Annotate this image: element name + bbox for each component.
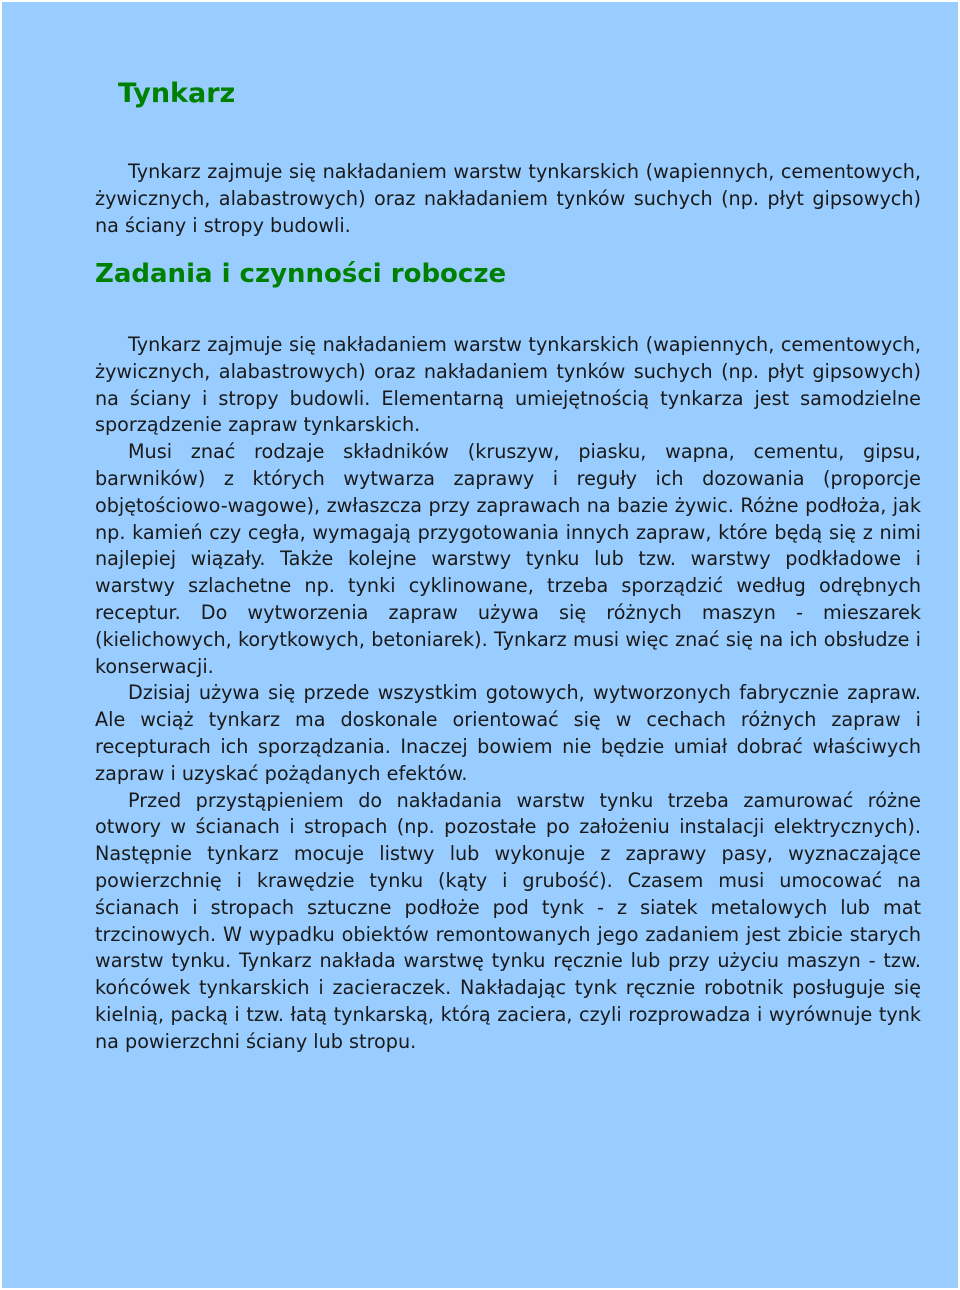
intro-section bbox=[95, 159, 921, 239]
section-heading: Zadania i czynności robocze bbox=[95, 259, 507, 289]
body-paragraph-3: Dzisiaj używa się przede wszystkim gotowych, wytworzonych fabrycznie zapraw. Ale wciąż tynkarz ma doskonale orientować się w cechach różnych zapraw i recepturach ich sporządzania. Inaczej bowiem nie będzie umiał dobrać właściwych zapraw i uzyskać pożądanych efektów. bbox=[95, 681, 921, 785]
document-page bbox=[2, 2, 958, 1288]
intro-paragraph: Tynkarz zajmuje się nakładaniem warstw tynkarskich (wapiennych, cementowych, żywicznych, alabastrowych) oraz nakładaniem tynków suchych (np. płyt gipsowych) na ściany i stropy budowli. bbox=[95, 160, 921, 237]
section-body bbox=[95, 332, 921, 1056]
page-title: Tynkarz bbox=[118, 78, 236, 109]
body-paragraph-1: Tynkarz zajmuje się nakładaniem warstw tynkarskich (wapiennych, cementowych, żywicznych, alabastrowych) oraz nakładaniem tynków suchych (np. płyt gipsowych) na ściany i stropy budowli. Elementarną umiejętnością tynkarza jest samodzielne sporządzenie zapraw tynkarskich. bbox=[95, 333, 921, 437]
body-paragraph-4: Przed przystąpieniem do nakładania warstw tynku trzeba zamurować różne otwory w ścianach i stropach (np. pozostałe po założeniu instalacji elektrycznych). Następnie tynkarz mocuje listwy lub wykonuje z zaprawy pasy, wyznaczające powierzchnię i krawędzie tynku (kąty i grubość). Czasem musi umocować na ścianach i stropach sztuczne podłoże pod tynk - z siatek metalowych lub mat trzcinowych. W wypadku obiektów remontowanych jego zadaniem jest zbicie starych warstw tynku. Tynkarz nakłada warstwę tynku ręcznie lub przy użyciu maszyn - tzw. końcówek tynkarskich i zacieraczek. Nakładając tynk ręcznie robotnik posługuje się kielnią, packą i tzw. łatą tynkarską, którą zaciera, czyli rozprowadza i wyrównuje tynk na powierzchni ściany lub stropu. bbox=[95, 788, 921, 1053]
body-paragraph-2: Musi znać rodzaje składników (kruszyw, piasku, wapna, cementu, gipsu, barwników) z których wytwarza zaprawy i reguły ich dozowania (proporcje objętościowo-wagowe), zwłaszcza przy zaprawach na bazie żywic. Różne podłoża, jak np. kamień czy cegła, wymagają przygotowania innych zapraw, które będą się z nimi najlepiej wiązały. Także kolejne warstwy tynku lub tzw. warstwy podkładowe i warstwy szlachetne np. tynki cyklinowane, trzeba sporządzić według odrębnych receptur. Do wytworzenia zapraw używa się różnych maszyn - mieszarek (kielichowych, korytkowych, betoniarek). Tynkarz musi więc znać się na ich obsłudze i konserwacji. bbox=[95, 440, 921, 678]
